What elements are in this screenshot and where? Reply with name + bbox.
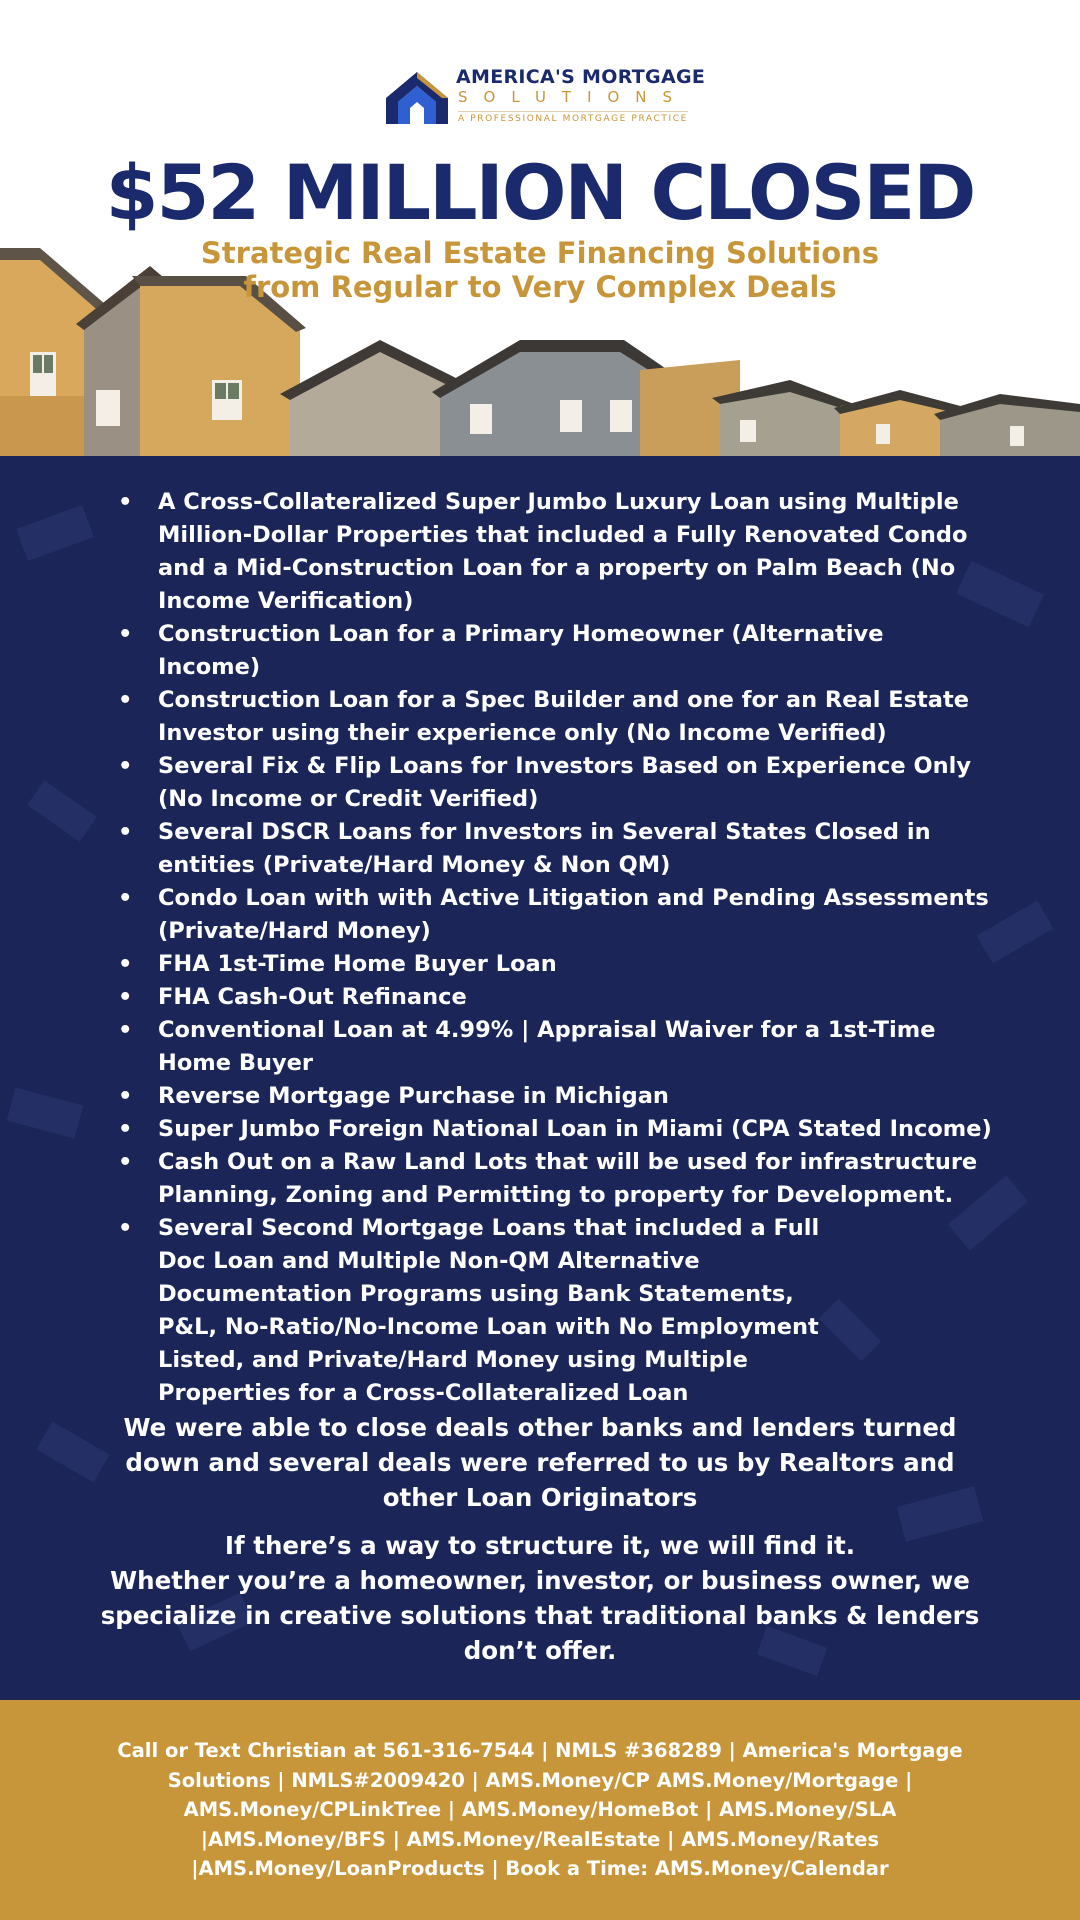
list-item: • Cash Out on a Raw Land Lots that will be used for infrastructure Planning, Zoning and Permitting to property for Development. <box>112 1146 992 1212</box>
house-roof-logo-icon <box>384 68 450 126</box>
header-section <box>0 0 1080 456</box>
list-item: • Condo Loan with with Active Litigation and Pending Assessments (Private/Hard Money) <box>112 882 992 948</box>
list-item: • Several DSCR Loans for Investors in Several States Closed in entities (Private/Hard Money & Non QM) <box>112 816 992 882</box>
list-item: • Several Fix & Flip Loans for Investors Based on Experience Only (No Income or Credit Verified) <box>112 750 992 816</box>
footer-section <box>0 1700 1080 1920</box>
list-item: • FHA Cash-Out Refinance <box>112 981 992 1014</box>
subheadline-line-1: Strategic Real Estate Financing Solutions <box>200 236 880 270</box>
list-item: • FHA 1st-Time Home Buyer Loan <box>112 948 992 981</box>
list-item: • Conventional Loan at 4.99% | Appraisal Waiver for a 1st-Time Home Buyer <box>112 1014 992 1080</box>
brand-logo <box>384 64 704 128</box>
tagline-line-2: Whether you’re a homeowner, investor, or business owner, we specialize in creative solutions that traditional banks & lenders don’t offer. <box>100 1566 980 1665</box>
headline: $52 MILLION CLOSED <box>105 148 975 237</box>
closing-statement: We were able to close deals other banks and lenders turned down and several deals were referred to us by Realtors and other Loan Originators <box>123 1413 957 1512</box>
tagline-line-1: If there’s a way to structure it, we will find it. <box>224 1531 856 1560</box>
subheadline-line-2: from Regular to Very Complex Deals <box>243 270 837 304</box>
list-item: • A Cross-Collateralized Super Jumbo Luxury Loan using Multiple Million-Dollar Properties that included a Fully Renovated Condo and a Mid-Construction Loan for a property on Palm Beach (No Income Verification) <box>112 486 992 618</box>
deals-list <box>112 486 992 1410</box>
list-item: • Construction Loan for a Primary Homeowner (Alternative Income) <box>112 618 992 684</box>
list-item: • Super Jumbo Foreign National Loan in Miami (CPA Stated Income) <box>112 1113 992 1146</box>
deals-section <box>0 456 1080 1700</box>
brand-subname: SOLUTIONS <box>458 88 689 106</box>
brand-tagline: A PROFESSIONAL MORTGAGE PRACTICE <box>458 111 688 124</box>
list-item: • Reverse Mortgage Purchase in Michigan <box>112 1080 992 1113</box>
closing-tagline <box>90 1528 990 1668</box>
contact-info: Call or Text Christian at 561-316-7544 | NMLS #368289 | America's Mortgage Solutions | NMLS#2009420 | AMS.Money/CP AMS.Money/Mortgage | AMS.Money/CPLinkTree | AMS.Money/HomeBot | AMS.Money/SLA |AMS.Money/BFS | AMS.Money/RealEstate | AMS.Money/Rates |AMS.Money/LoanProducts | Book a Time: AMS.Money/Calendar <box>117 1739 963 1880</box>
subheadline <box>0 236 1080 304</box>
list-item: • Several Second Mortgage Loans that included a Full Doc Loan and Multiple Non-QM Alternative Documentation Programs using Bank Statements, P&L, No-Ratio/No-Income Loan with No Employment Listed, and Private/Hard Money using Multiple Properties for a Cross-Collateralized Loan <box>112 1212 838 1410</box>
list-item: • Construction Loan for a Spec Builder and one for an Real Estate Investor using their experience only (No Income Verified) <box>112 684 992 750</box>
brand-name: AMERICA'S MORTGAGE <box>456 66 706 88</box>
